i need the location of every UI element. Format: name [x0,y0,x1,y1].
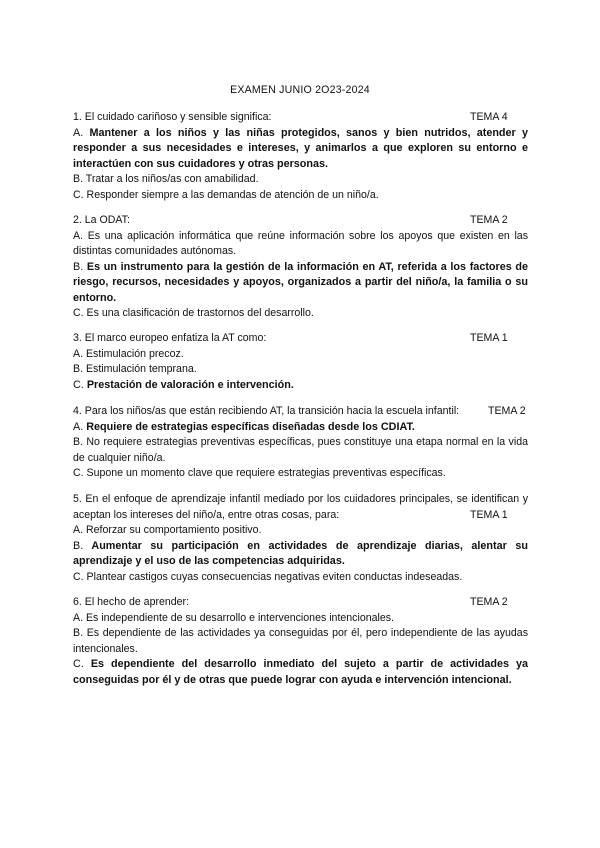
option-letter: C. [73,378,84,391]
option-text: Prestación de valoración e intervención. [86,378,294,391]
option-letter: A. [73,126,84,139]
question-stem: 1. El cuidado cariñoso y sensible significa: [73,111,272,123]
option-letter: C. [73,467,84,479]
question-stem-row [73,492,528,523]
tema-label: TEMA 1 [470,508,508,521]
option-text: Tratar a los niños/as con amabilidad. [85,173,259,185]
option-a [73,229,528,260]
option-letter: A. [73,347,84,360]
option-c [73,188,528,204]
option-text: Es dependiente del desarrollo inmediato del sujeto a partir de actividades ya conseguidas por él y de otras que puede lograr con ayuda e intervención intencional. [73,658,528,686]
question-2 [73,213,528,322]
option-c [73,378,528,394]
option-text: Plantear castigos cuyas consecuencias negativas eviten conductas indeseadas. [86,570,463,583]
option-a [73,126,528,173]
question-3 [73,331,528,393]
question-stem-row [73,213,528,229]
option-c [73,657,528,688]
option-letter: C. [73,307,84,319]
question-stem: 6. El hecho de aprender: [73,596,190,608]
option-text: Estimulación temprana. [85,363,197,375]
option-text: Aumentar su participación en actividades de aprendizaje diarias, alentar su aprendizaje y el uso de las competencias adquiridas. [73,539,529,567]
option-letter: C. [73,188,84,201]
option-letter: A. [73,611,84,624]
question-stem-row [73,110,528,126]
question-stem-row [73,595,528,611]
option-letter: A. [73,229,84,242]
option-letter: B. [73,539,84,552]
option-text: Requiere de estrategias específicas diseñadas desde los CDIAT. [86,420,415,433]
option-text: Es una aplicación informática que reúne información sobre los apoyos que existen en las distintas comunidades autónomas. [73,229,528,257]
question-5 [73,492,528,585]
question-4 [73,404,528,482]
option-text: Responder siempre a las demandas de atención de un niño/a. [86,188,379,201]
option-text: Es una clasificación de trastornos del desarrollo. [86,307,314,319]
option-a [73,347,528,363]
option-b [73,626,528,657]
option-c [73,466,528,482]
exam-title: EXAMEN JUNIO 2O23-2024 [230,84,370,96]
option-text: No requiere estrategias preventivas específicas, pues constituye una etapa normal en la vida de cualquier niño/a. [73,436,528,464]
option-a [73,611,528,627]
tema-label: TEMA 2 [470,214,508,226]
option-text: Es un instrumento para la gestión de la información en AT, referida a los factores de riesgo, recursos, necesidades y apoyos, organizados a partir del niño/a, la familia o su entorno. [73,260,529,304]
option-a [73,523,528,539]
tema-label: TEMA 2 [488,405,526,417]
option-text: Es dependiente de las actividades ya conseguidas por él, pero independiente de las ayudas intencionales. [73,627,528,655]
option-b [73,539,528,570]
option-text: Supone un momento clave que requiere estrategias preventivas específicas. [86,467,446,479]
tema-label: TEMA 2 [470,596,508,608]
option-b [73,362,528,378]
question-stem: 5. En el enfoque de aprendizaje infantil mediado por los cuidadores principales, se identifican y aceptan los intereses del niño/a, entre otras cosas, para: [73,493,528,521]
option-letter: A. [73,420,84,433]
option-letter: B. [73,173,84,185]
option-letter: C. [73,570,84,583]
option-letter: C. [73,658,84,670]
option-text: Reforzar su comportamiento positivo. [85,524,262,536]
option-letter: B. [73,436,84,448]
option-text: Mantener a los niños y las niñas protegidos, sanos y bien nutridos, atender y responder a sus necesidades e intereses, y animarlos a que exploren su entorno e interactúen con sus cuidadores y otras personas. [73,126,528,170]
tema-label: TEMA 1 [470,332,508,344]
option-b [73,435,528,466]
option-letter: B. [73,627,84,639]
option-b [73,172,528,188]
question-6 [73,595,528,688]
option-c [73,306,528,322]
question-stem: 4. Para los niños/as que están recibiendo AT, la transición hacia la escuela infantil: [73,405,460,417]
question-stem: 2. La ODAT: [73,214,130,226]
option-b [73,260,528,307]
question-stem-row [73,331,528,347]
option-letter: B. [73,363,84,375]
option-letter: B. [73,260,84,273]
question-stem: 3. El marco europeo enfatiza la AT como: [73,332,267,344]
tema-label: TEMA 4 [470,111,508,123]
option-letter: A. [73,524,84,536]
option-c [73,570,528,586]
option-text: Es independiente de su desarrollo e intervenciones intencionales. [85,611,394,624]
option-text: Estimulación precoz. [85,347,184,360]
question-1 [73,110,528,203]
option-a [73,420,528,436]
question-stem-row [73,404,528,420]
